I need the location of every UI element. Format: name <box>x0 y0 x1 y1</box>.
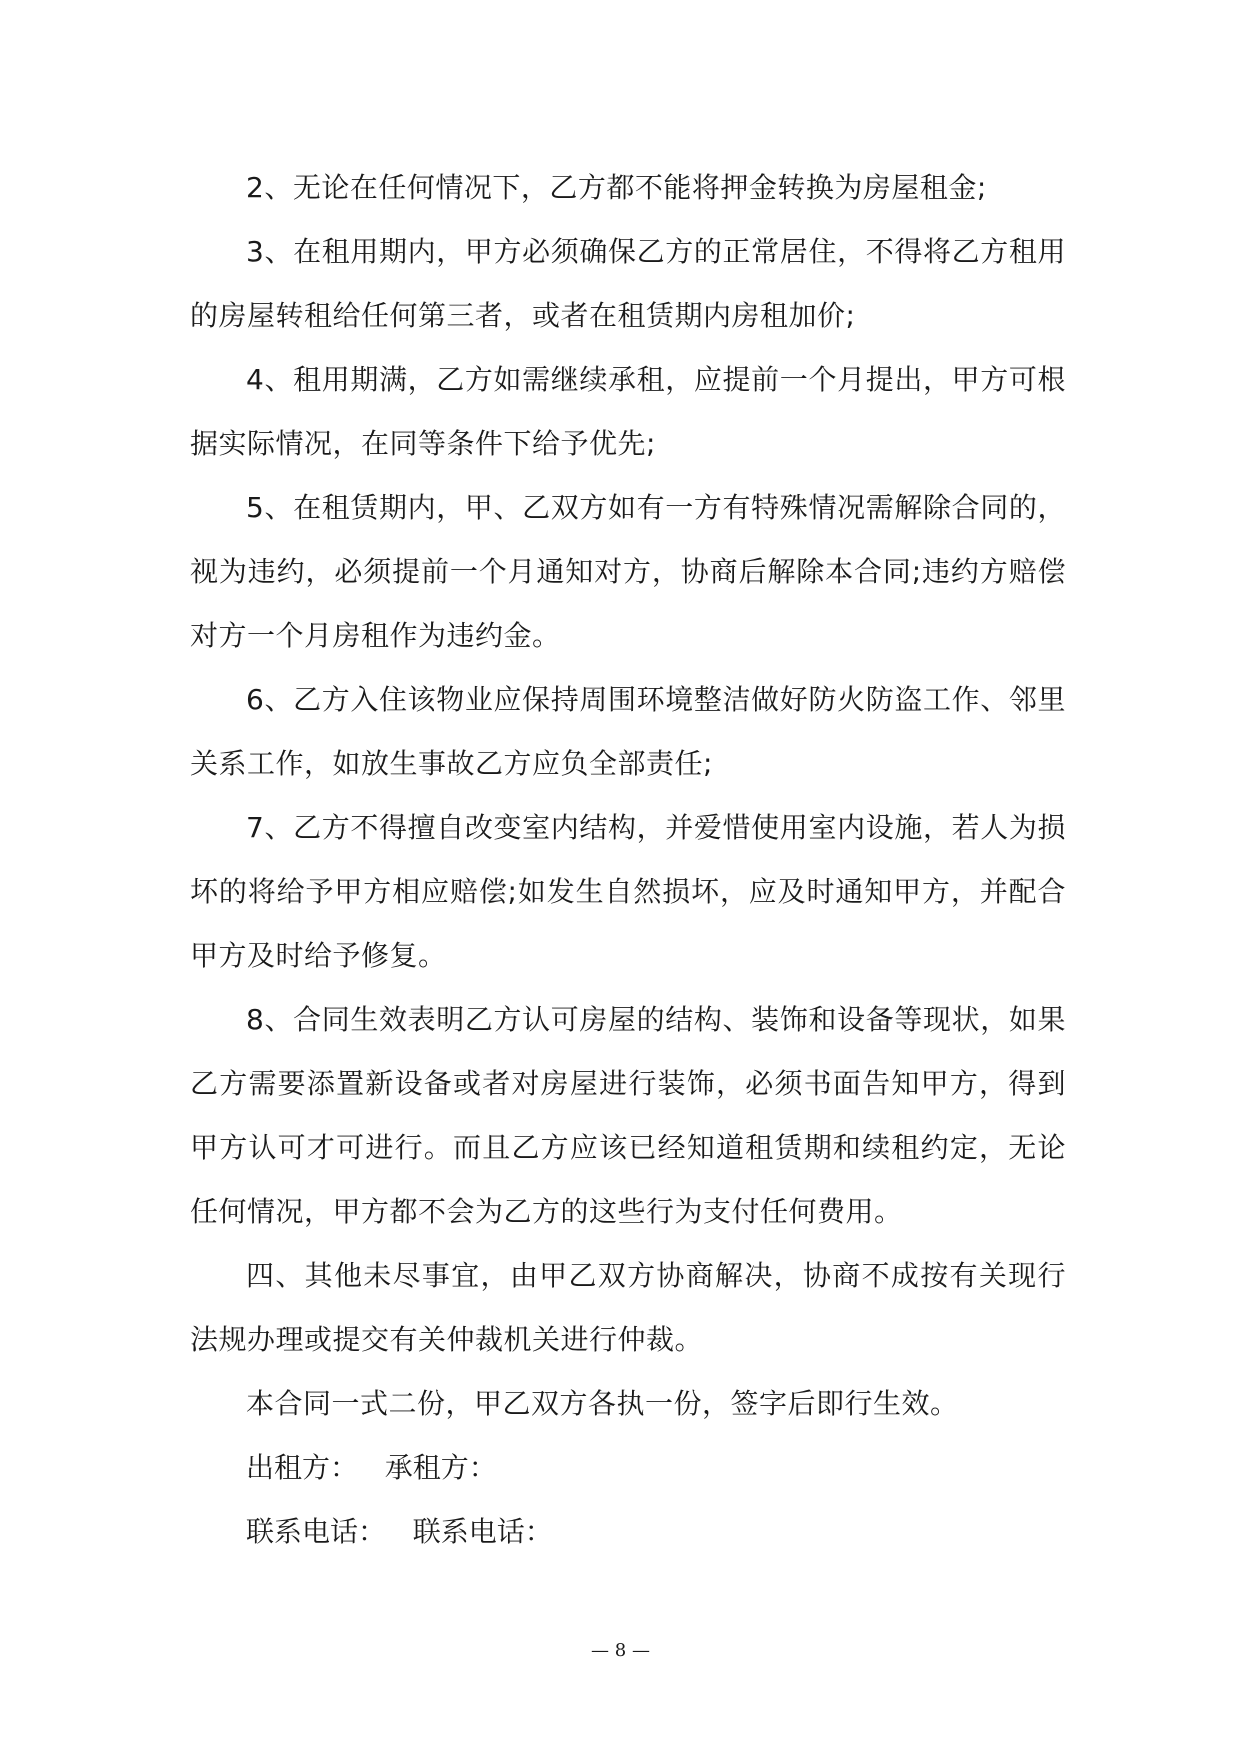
contract-copies-note: 本合同一式二份，甲乙双方各执一份，签字后即行生效。 <box>246 1387 959 1420</box>
lessor-label: 出租方： <box>246 1451 359 1484</box>
document-body <box>190 156 1066 1564</box>
lessee-phone-label: 联系电话： <box>412 1515 553 1548</box>
clause-3-sublet: 3、在租用期内，甲方必须确保乙方的正常居住，不得将乙方租用的房屋转租给任何第三者，或者在租赁期内房租加价; <box>190 235 1066 332</box>
signature-phone-line <box>190 1500 1066 1564</box>
clause-4-renewal: 4、租用期满，乙方如需继续承租，应提前一个月提出，甲方可根据实际情况，在同等条件下给予优先; <box>190 363 1066 460</box>
signature-parties-line <box>190 1436 1066 1500</box>
page-number: — 8 — <box>591 1640 650 1661</box>
section-4-other-matters: 四、其他未尽事宜，由甲乙双方协商解决，协商不成按有关现行法规办理或提交有关仲裁机关进行仲裁。 <box>190 1259 1066 1356</box>
clause-5-termination: 5、在租赁期内，甲、乙双方如有一方有特殊情况需解除合同的，视为违约，必须提前一个月通知对方，协商后解除本合同;违约方赔偿对方一个月房租作为违约金。 <box>190 491 1066 652</box>
lessee-label: 承租方： <box>384 1451 497 1484</box>
clause-8-decoration: 8、合同生效表明乙方认可房屋的结构、装饰和设备等现状，如果乙方需要添置新设备或者对房屋进行装饰，必须书面告知甲方，得到甲方认可才可进行。而且乙方应该已经知道租赁期和续租约定，无论任何情况，甲方都不会为乙方的这些行为支付任何费用。 <box>190 1003 1066 1228</box>
clause-2-deposit: 2、无论在任何情况下，乙方都不能将押金转换为房屋租金; <box>246 171 987 204</box>
clause-6-safety: 6、乙方入住该物业应保持周围环境整洁做好防火防盗工作、邻里关系工作，如放生事故乙方应负全部责任; <box>190 683 1066 780</box>
clause-7-structure: 7、乙方不得擅自改变室内结构，并爱惜使用室内设施，若人为损坏的将给予甲方相应赔偿;如发生自然损坏，应及时通知甲方，并配合甲方及时给予修复。 <box>190 811 1066 972</box>
lessor-phone-label: 联系电话： <box>246 1515 387 1548</box>
